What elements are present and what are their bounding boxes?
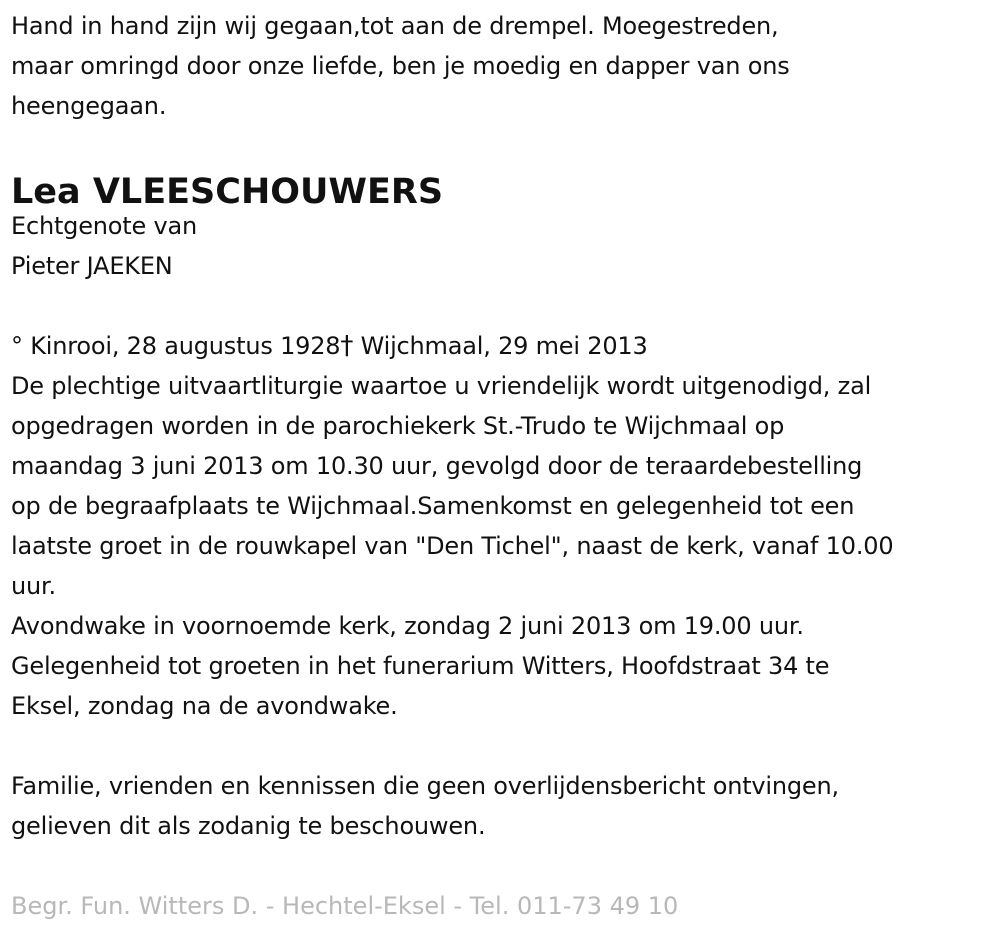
cross-icon: † [340,331,354,361]
death-info: Wijchmaal, 29 mei 2013 [353,332,648,360]
relation-label: Echtgenote van [11,212,198,240]
vigil-line: Avondwake in voornoemde kerk, zondag 2 juni 2013 om 19.00 uur. [11,612,804,640]
spouse-name: Pieter JAEKEN [11,252,173,280]
birth-death-line [11,326,995,366]
vigil-line: Eksel, zondag na de avondwake. [11,692,398,720]
motto-line: maar omringd door onze liefde, ben je moedig en dapper van ons [11,52,790,80]
notice-line: Familie, vrienden en kennissen die geen overlijdensbericht ontvingen, [11,772,839,800]
funeral-home-footer: Begr. Fun. Witters D. - Hechtel-Eksel - Tel. 011-73 49 10 [11,892,679,920]
funeral-line: laatste groet in de rouwkapel van "Den Tichel", naast de kerk, vanaf 10.00 [11,532,894,560]
deceased-name: Lea VLEESCHOUWERS [11,172,444,212]
vigil-details [11,606,995,726]
funeral-line: maandag 3 juni 2013 om 10.30 uur, gevolgd door de teraardebestelling [11,452,863,480]
vigil-line: Gelegenheid tot groeten in het funerarium Witters, Hoofdstraat 34 te [11,652,830,680]
funeral-details [11,366,995,606]
funeral-line: uur. [11,572,56,600]
motto-line: Hand in hand zijn wij gegaan,tot aan de drempel. Moegestreden, [11,12,779,40]
motto-block [11,6,995,126]
motto-line: heengegaan. [11,92,167,120]
birth-info: ° Kinrooi, 28 augustus 1928 [11,332,341,360]
funeral-line: De plechtige uitvaartliturgie waartoe u vriendelijk wordt uitgenodigd, zal [11,372,872,400]
funeral-line: opgedragen worden in de parochiekerk St.-Trudo te Wijchmaal op [11,412,785,440]
obituary-notice [11,0,995,926]
notice-block [11,766,995,846]
notice-line: gelieven dit als zodanig te beschouwen. [11,812,486,840]
funeral-line: op de begraafplaats te Wijchmaal.Samenkomst en gelegenheid tot een [11,492,855,520]
